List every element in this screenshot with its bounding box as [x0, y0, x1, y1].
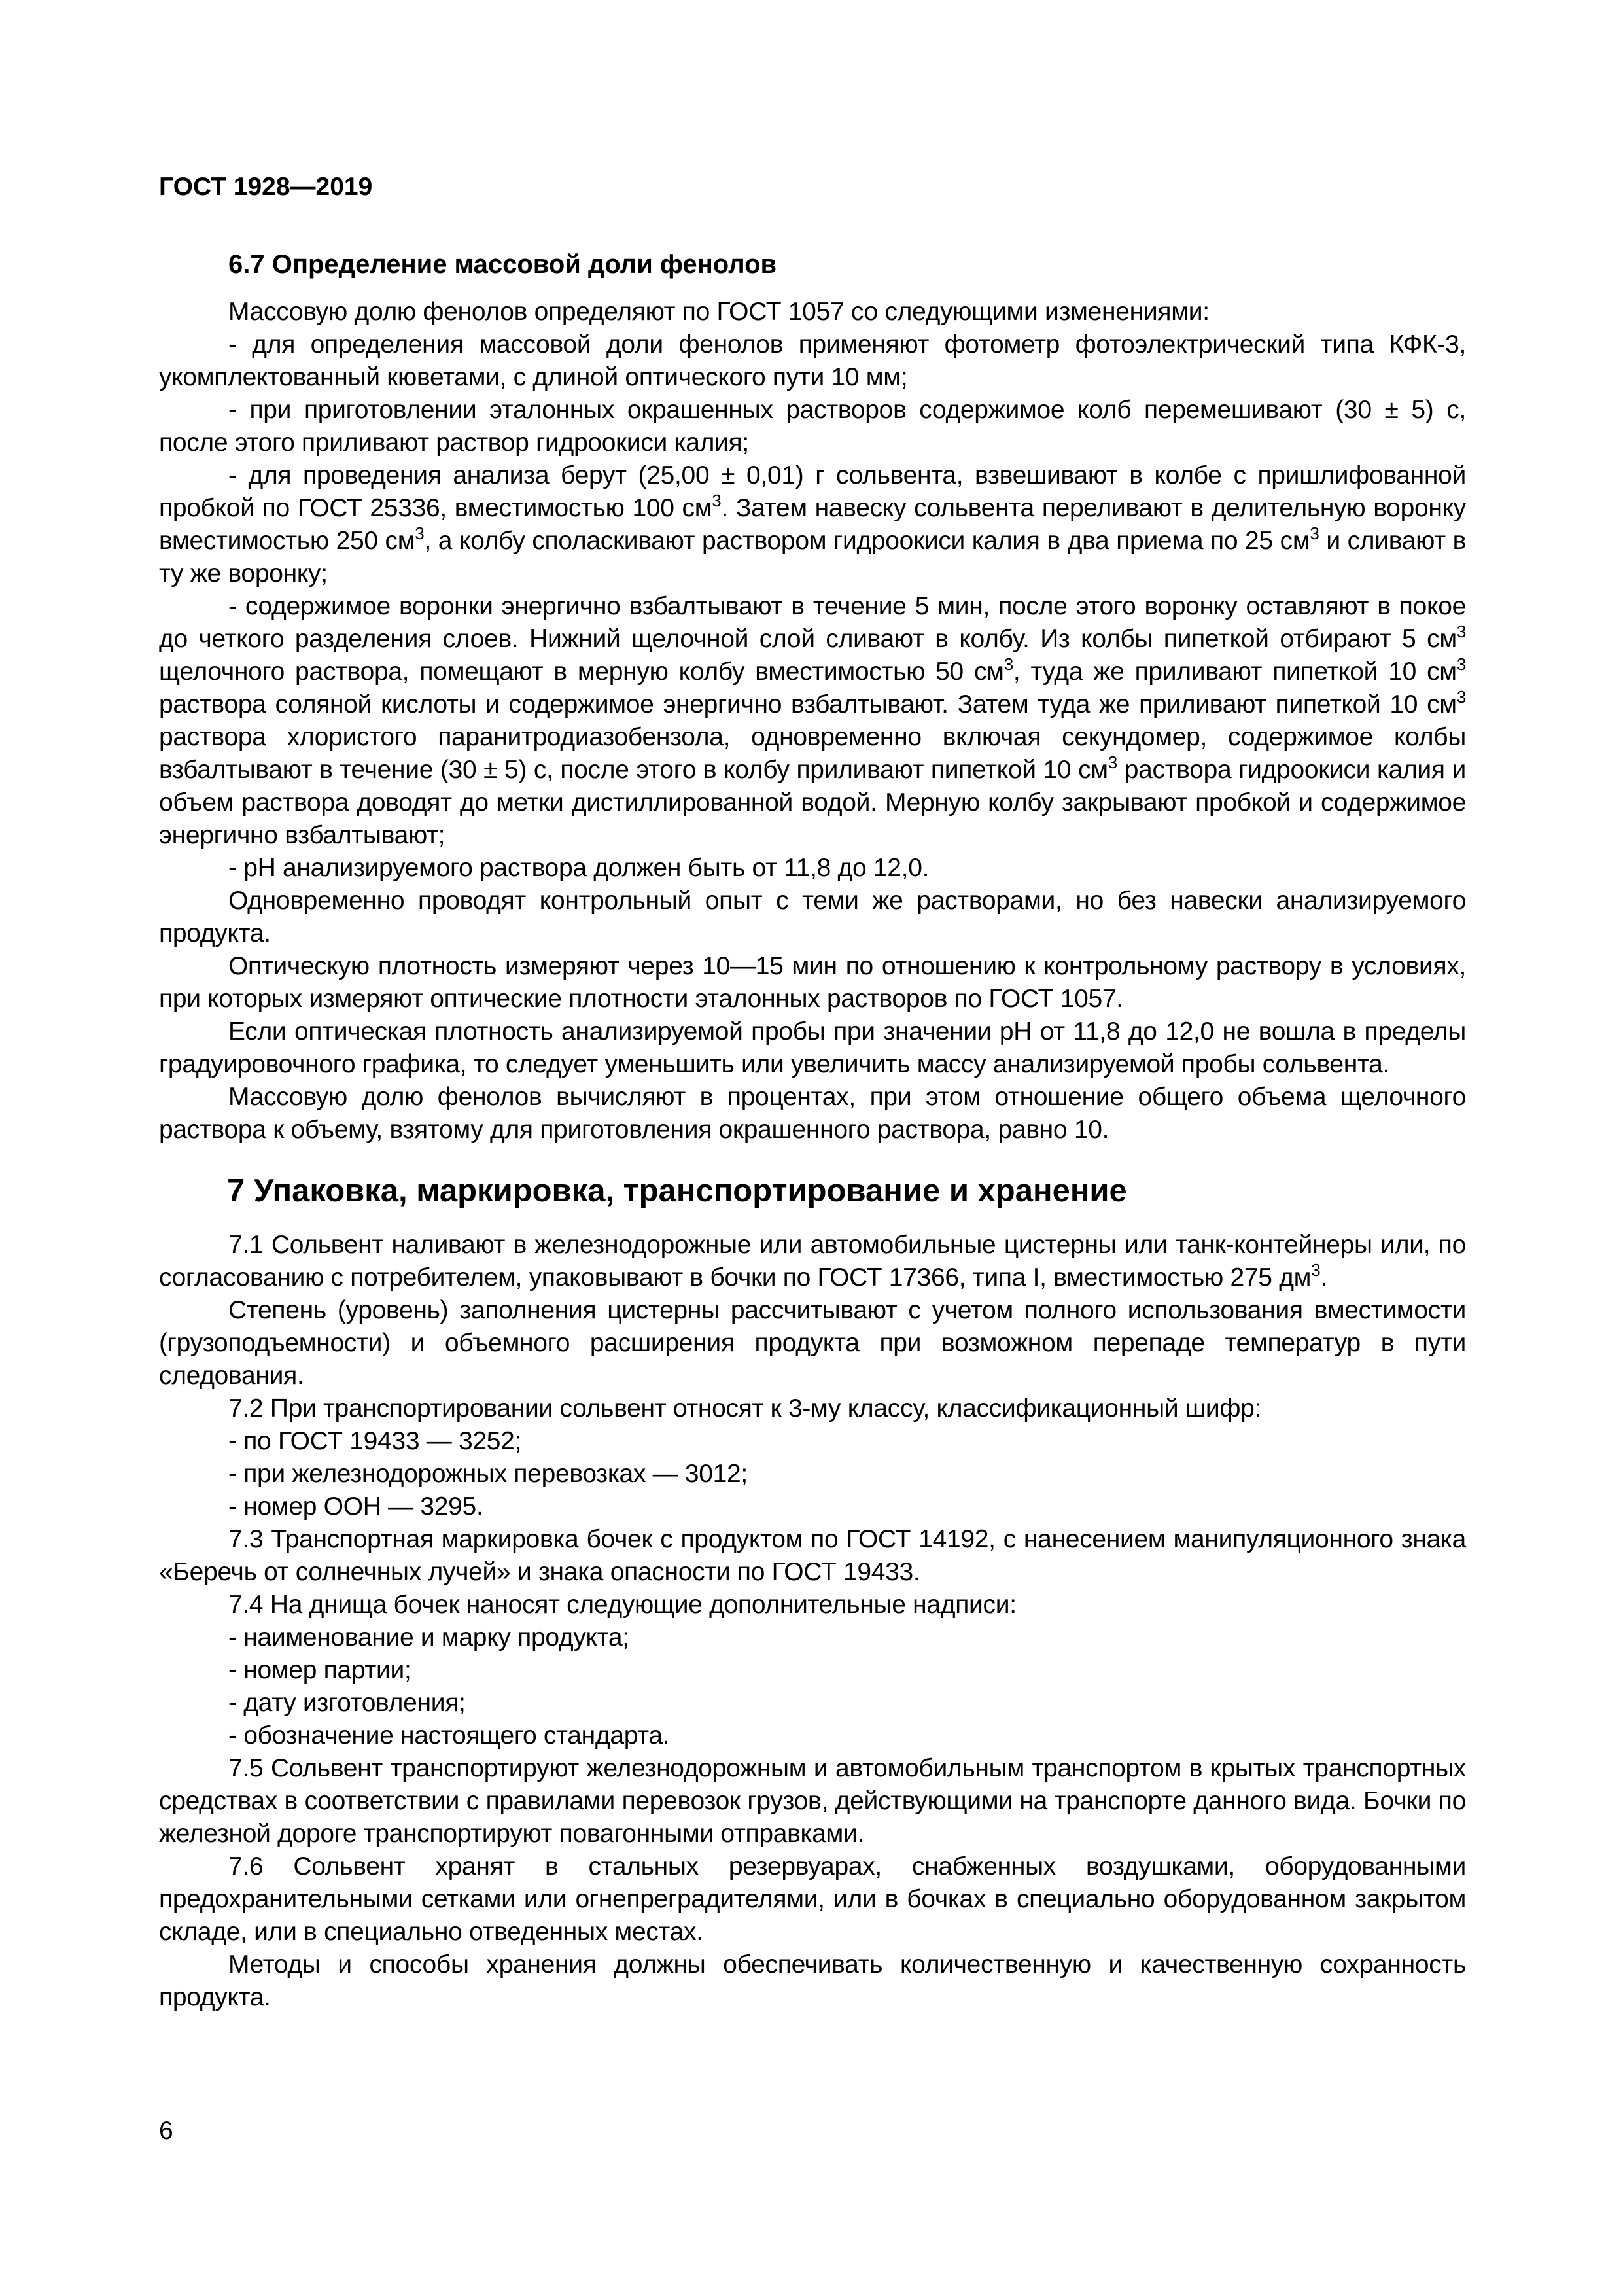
text-run: раствора гидроокиси калия и объем раствора доводят до метки дистиллированной водой. Мерную колбу закрывают пробкой и содержимое энергично взбалтывают; [159, 756, 1466, 849]
text-run: , а колбу споласкивают раствором гидроокиси калия в два приема по 25 см [424, 527, 1310, 555]
text-run: . [1320, 1263, 1327, 1292]
subsection-title-6-7: 6.7 Определение массовой доли фенолов [228, 250, 777, 279]
text-run: раствора соляной кислоты и содержимое энергично взбалтывают. Затем туда же приливают пипеткой 10 см [159, 690, 1457, 718]
text-run: - содержимое воронки энергично взбалтывают в течение 5 мин, после этого воронку оставляют в покое до четкого разделения слоев. Нижний щелочной слой сливают в колбу. Из колбы пипеткой отбирают 5 см [159, 592, 1466, 653]
paragraph: 7.5 Сольвент транспортируют железнодорожным и автомобильным транспортом в крытых транспортных средствах в соответствии с правилами перевозок грузов, действующими на транспорте данного вида. Бочки по железной дороге транспортируют повагонными отправками. [159, 1754, 1466, 1848]
paragraph: 7.2 При транспортировании сольвент относят к 3-му классу, классификационный шифр: [228, 1394, 1262, 1422]
paragraph: 7.4 На днища бочек наносят следующие дополнительные надписи: [228, 1591, 1017, 1619]
superscript: 3 [712, 491, 722, 510]
superscript: 3 [415, 523, 425, 543]
paragraph: Массовую долю фенолов определяют по ГОСТ 1057 со следующими изменениями: [228, 298, 1210, 326]
list-item: - по ГОСТ 19433 — 3252; [228, 1427, 522, 1455]
superscript: 3 [1310, 523, 1319, 543]
superscript: 3 [1456, 687, 1466, 707]
paragraph [159, 1229, 1466, 1294]
paragraph: Методы и способы хранения должны обеспечивать количественную и качественную сохранность продукта. [159, 1951, 1466, 2011]
document-designation: ГОСТ 1928—2019 [159, 173, 373, 201]
list-item [159, 459, 1466, 590]
text-run: . Затем навеску сольвента переливают в делительную воронку вместимостью 250 см [159, 494, 1466, 555]
paragraph: Массовую долю фенолов вычисляют в процентах, при этом отношение общего объема щелочного раствора к объему, взятому для приготовления окрашенного раствора, равно 10. [159, 1083, 1466, 1144]
list-item: - обозначение настоящего стандарта. [228, 1722, 670, 1750]
superscript: 3 [1108, 752, 1117, 772]
text-run: раствора хлористого паранитродиазобензола, одновременно включая секундомер, содержимое колбы взбалтывают в течение (30 ± 5) с, после этого в колбу приливают пипеткой 10 см [159, 723, 1466, 784]
list-item: - номер ООН — 3295. [228, 1492, 483, 1521]
text-run: , туда же приливают пипеткой 10 см [1013, 658, 1457, 686]
section-title-7: 7 Упаковка, маркировка, транспортирование и хранение [227, 1173, 1127, 1209]
document-page [159, 171, 1466, 2014]
paragraph: Оптическую плотность измеряют через 10—15 мин по отношению к контрольному раствору в условиях, при которых измеряют оптические плотности эталонных растворов по ГОСТ 1057. [159, 952, 1466, 1013]
list-item: - для определения массовой доли фенолов применяют фотометр фотоэлектрический типа КФК-3, укомплектованный кюветами, с длиной оптического пути 10 мм; [159, 330, 1466, 391]
superscript: 3 [1003, 654, 1013, 674]
paragraph: Если оптическая плотность анализируемой пробы при значении pH от 11,8 до 12,0 не вошла в пределы градуировочного графика, то следует уменьшить или увеличить массу анализируемой пробы сольвента. [159, 1017, 1466, 1078]
text-run: и сливают в ту же воронку; [159, 527, 1467, 588]
text-run: щелочного раствора, помещают в мерную колбу вместимостью 50 см [159, 658, 1004, 686]
list-item: - pH анализируемого раствора должен быть от 11,8 до 12,0. [228, 854, 930, 882]
paragraph: Одновременно проводят контрольный опыт с теми же растворами, но без навески анализируемого продукта. [159, 887, 1466, 947]
paragraph: Степень (уровень) заполнения цистерны рассчитывают с учетом полного использования вместимости (грузоподъемности) и объемного расширения продукта при возможном перепаде температур в пути следования. [159, 1296, 1466, 1390]
list-item: - номер партии; [228, 1656, 411, 1684]
list-item [159, 590, 1466, 852]
paragraph: 7.3 Транспортная маркировка бочек с продуктом по ГОСТ 14192, с нанесением манипуляционного знака «Беречь от солнечных лучей» и знака опасности по ГОСТ 19433. [159, 1525, 1466, 1586]
superscript: 3 [1456, 654, 1466, 674]
list-item: - наименование и марку продукта; [228, 1623, 629, 1651]
page-number: 6 [159, 2117, 173, 2145]
list-item: - при железнодорожных перевозках — 3012; [228, 1460, 748, 1488]
list-item: - при приготовлении эталонных окрашенных растворов содержимое колб перемешивают (30 ± 5) с, после этого приливают раствор гидроокиси калия; [159, 396, 1466, 457]
text-run: 7.1 Сольвент наливают в железнодорожные или автомобильные цистерны или танк-контейнеры или, по согласованию с потребителем, упаковывают в бочки по ГОСТ 17366, типа I, вместимостью 275 дм [159, 1231, 1466, 1292]
superscript: 3 [1456, 622, 1466, 641]
list-item: - дату изготовления; [228, 1689, 466, 1717]
paragraph: 7.6 Сольвент хранят в стальных резервуарах, снабженных воздушками, оборудованными предохранительными сетками или огнепреградителями, или в бочках в специально оборудованном закрытом складе, или в специально отведенных местах. [159, 1852, 1466, 1946]
text-run: - для проведения анализа берут (25,00 ± 0,01) г сольвента, взвешивают в колбе с пришлифованной пробкой по ГОСТ 25336, вместимостью 100 см [159, 461, 1466, 522]
superscript: 3 [1311, 1260, 1321, 1280]
